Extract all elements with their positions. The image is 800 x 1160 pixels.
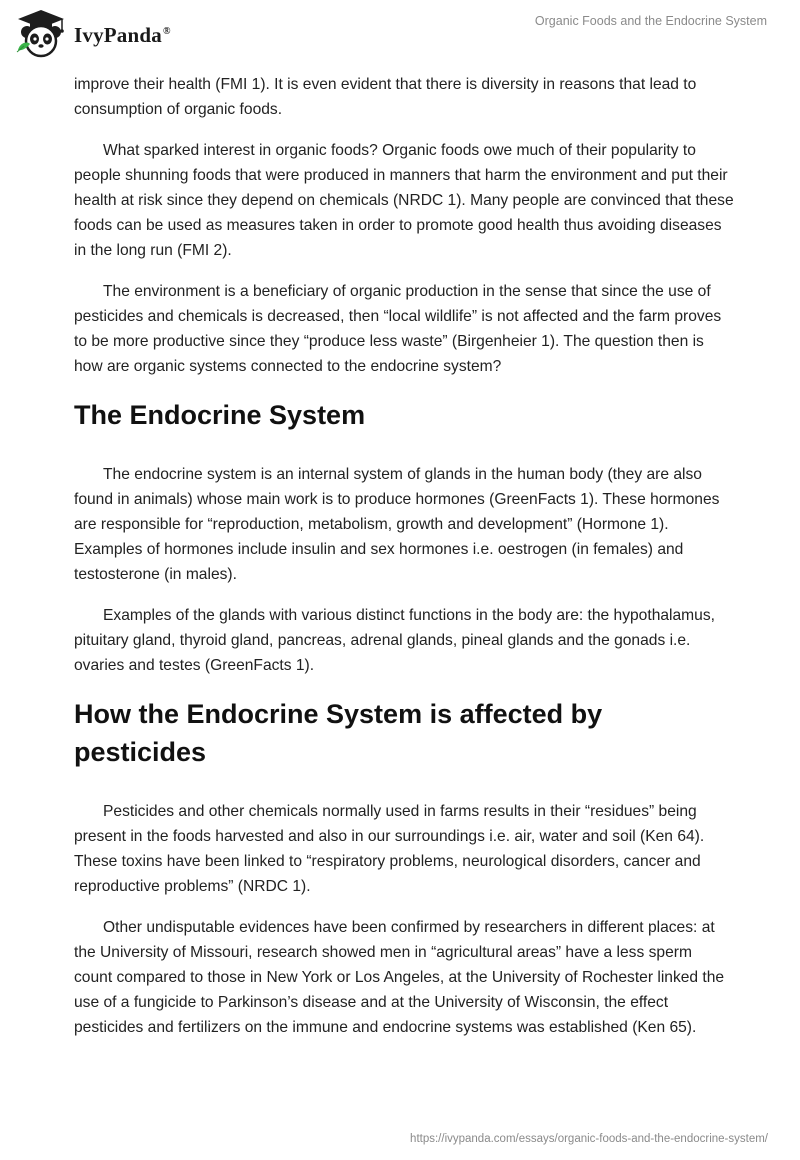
- document-title: Organic Foods and the Endocrine System: [534, 14, 767, 28]
- paragraph: The endocrine system is an internal system of glands in the human body (they are also found in animals) whose main work is to produce hormones (GreenFacts 1). These hormones are responsible for “reproduction, metabolism, growth and development” (Hormone 1). Examples of hormones include insulin and sex hormones i.e. oestrogen (in females) and testosterone (in males).: [74, 466, 720, 583]
- essay-body: [74, 72, 734, 1056]
- paragraph: Other undisputable evidences have been confirmed by researchers in different places: at the University of Missouri, research showed men in “agricultural areas” have a less sperm count compared to those in New York or Los Angeles, at the University of Rochester linked the use of a fungicide to Parkinson’s disease and at the University of Wisconsin, the effect pesticides and fertilizers on the immune and endocrine systems was established (Ken 65).: [74, 919, 725, 1036]
- paragraph: Pesticides and other chemicals normally used in farms results in their “residues” being present in the foods harvested and also in our surroundings i.e. air, water and soil (Ken 64). These toxins have been linked to “respiratory problems, neurological disorders, cancer and reproductive problems” (NRDC 1).: [74, 803, 705, 895]
- panda-logo-icon: [14, 8, 68, 60]
- paragraph: What sparked interest in organic foods? Organic foods owe much of their popularity to people shunning foods that were produced in manners that harm the environment and put their health at risk since they depend on chemicals (NRDC 1). Many people are convinced that these foods can be used as measures taken in order to promote good health thus avoiding diseases in the long run (FMI 2).: [74, 142, 734, 259]
- paragraph: Examples of the glands with various distinct functions in the body are: the hypothalamus, pituitary gland, thyroid gland, pancreas, adrenal glands, pineal glands and the gonads i.e. ovaries and testes (GreenFacts 1).: [74, 607, 715, 674]
- paragraph: The environment is a beneficiary of organic production in the sense that since the use of pesticides and chemicals is decreased, then “local wildlife” is not affected and the farm proves to be more productive since they “produce less waste” (Birgenheier 1). The question then is how are organic systems connected to the endocrine system?: [74, 283, 722, 375]
- brand-logo[interactable]: [14, 8, 171, 60]
- brand-name: IvyPanda®: [74, 22, 171, 47]
- page-header: [0, 0, 800, 70]
- paragraph: improve their health (FMI 1). It is even evident that there is diversity in reasons that lead to consumption of organic foods.: [74, 76, 697, 118]
- section-heading: The Endocrine System: [74, 400, 366, 430]
- section-heading: How the Endocrine System is affected by pesticides: [74, 699, 603, 767]
- source-url[interactable]: https://ivypanda.com/essays/organic-foods-and-the-endocrine-system/: [410, 1133, 768, 1145]
